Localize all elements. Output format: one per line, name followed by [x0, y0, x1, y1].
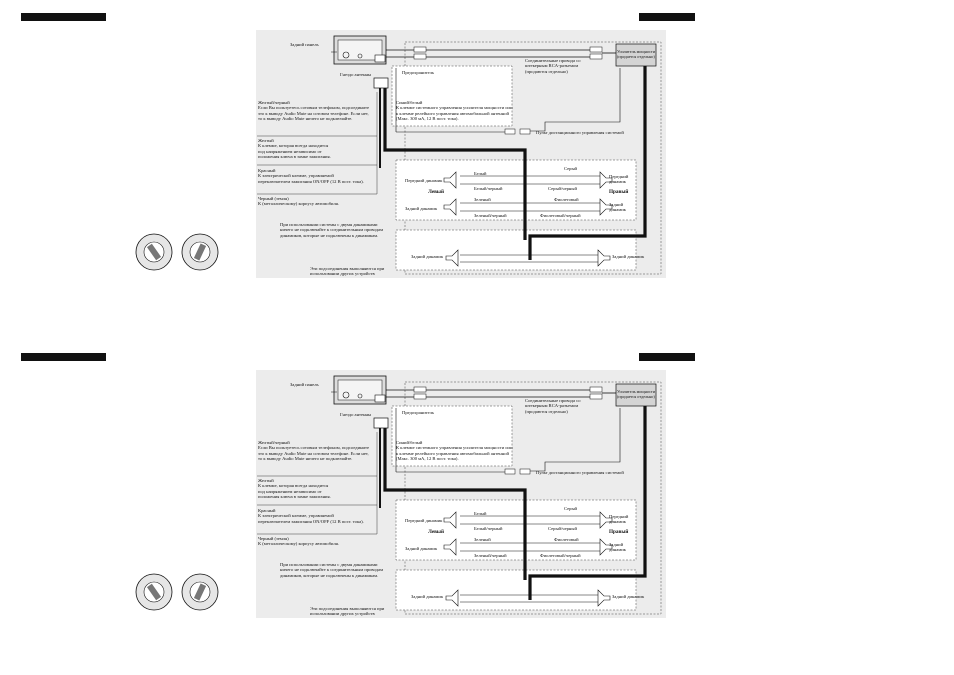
blue-white-label: Синий/белый К клемме системного управления усилителя мощности или к клемме релейного управления автомобильной антенной (Макс. 300 мА, 12 В пост. тока).: [396, 440, 513, 462]
violet-wire-label: Фиолетовый: [554, 197, 579, 202]
rca-cables-label: Соединительные провода со штекерным RCA-разъемом (продаются отдельно): [525, 398, 581, 414]
blue-white-label: Синий/белый К клемме системного управления усилителя мощности или к клемме релейного управления автомобильной антенной (Макс. 300 мА, 12 В пост. тока).: [396, 100, 513, 122]
gray-black-wire-label: Серый/черный: [548, 186, 577, 191]
green-wire-label: Зеленый: [474, 537, 491, 542]
antenna-jack-label: Гнездо антенны: [340, 412, 372, 417]
yellow-label: Желтый К клемме, которая всегда находится под напряжением независимо от положения ключа в замке зажигания.: [258, 478, 331, 500]
sub-left-label: Задний динамик: [411, 594, 444, 599]
front-speaker-left-label: Передний динамик: [405, 518, 443, 523]
left-channel-label: Левый: [428, 529, 444, 535]
rear-speaker-right-label: Задний динамик: [609, 202, 626, 213]
yellow-black-label: Желтый/черный Если Вы пользуетесь сотовым телефоном, подсоедините это к выводу Audio Mute на сотовом телефоне. Если нет, то к выводу Audio Mute ничего не подключайте.: [258, 440, 370, 462]
sub-right-label: Задний динамик: [612, 594, 645, 599]
wiring-diagram: [0, 0, 954, 330]
fuse-label: Предохранитель: [402, 70, 435, 75]
green-black-wire-label: Зеленый/черный: [474, 213, 507, 218]
white-black-wire-label: Белый/черный: [474, 526, 503, 531]
black-label: Черный (земля) К (металлическому) корпусу автомобиля.: [258, 536, 340, 547]
rear-speaker-left-label: Задний динамик: [405, 206, 438, 211]
ignition-key-icon: [134, 232, 174, 272]
rear-speaker-left-label: Задний динамик: [405, 546, 438, 551]
white-black-wire-label: Белый/черный: [474, 186, 503, 191]
sub-left-label: Задний динамик: [411, 254, 444, 259]
ignition-key-acc-icon: [180, 572, 220, 612]
right-channel-label: Правый: [609, 189, 629, 195]
red-label: Красный К электрической клемме, управляемой переключателем зажигания ON/OFF (12 В пост. тока).: [258, 168, 364, 184]
left-channel-label: Левый: [428, 189, 444, 195]
two-speaker-note: При использовании системы с двумя динамиками ничего не подключайте к соединительным проводам динамиков, которые не подключены к динамикам.: [280, 222, 384, 238]
wiring-panel-top: [0, 0, 954, 330]
head-unit-icon: [331, 36, 386, 64]
front-speaker-right-label: Передний динамик: [609, 514, 629, 525]
rear-panel-label: Задний панель: [290, 382, 319, 387]
green-wire-label: Зеленый: [474, 197, 491, 202]
rca-cables-label: Соединительные провода со штекерным RCA-разъемом (продаются отдельно): [525, 58, 581, 74]
remote-label: Пульт дистанционного управления системой: [536, 470, 624, 475]
ignition-key-acc-icon: [180, 232, 220, 272]
antenna-jack-label: Гнездо антенны: [340, 72, 372, 77]
wiring-diagram: [0, 340, 954, 670]
red-label: Красный К электрической клемме, управляемой переключателем зажигания ON/OFF (12 В пост. тока).: [258, 508, 364, 524]
yellow-black-label: Желтый/черный Если Вы пользуетесь сотовым телефоном, подсоедините это к выводу Audio Mute на сотовом телефоне. Если нет, то к выводу Audio Mute ничего не подключайте.: [258, 100, 370, 122]
green-black-wire-label: Зеленый/черный: [474, 553, 507, 558]
bottom-note: Эти подсоединения выполняются при использовании других устройств: [310, 266, 385, 277]
front-speaker-right-label: Передний динамик: [609, 174, 629, 185]
gray-wire-label: Серый: [564, 506, 578, 511]
gray-wire-label: Серый: [564, 166, 578, 171]
white-wire-label: Белый: [474, 171, 487, 176]
black-label: Черный (земля) К (металлическому) корпусу автомобиля.: [258, 196, 340, 207]
remote-label: Пульт дистанционного управления системой: [536, 130, 624, 135]
fuse-label: Предохранитель: [402, 410, 435, 415]
power-amp-label: Усилитель мощности (продается отдельно): [617, 389, 655, 399]
right-channel-label: Правый: [609, 529, 629, 535]
white-wire-label: Белый: [474, 511, 487, 516]
two-speaker-note: При использовании системы с двумя динамиками ничего не подключайте к соединительным проводам динамиков, которые не подключены к динамикам.: [280, 562, 384, 578]
yellow-label: Желтый К клемме, которая всегда находится под напряжением независимо от положения ключа в замке зажигания.: [258, 138, 331, 160]
power-amp-label: Усилитель мощности (продается отдельно): [617, 49, 655, 59]
front-speaker-left-label: Передний динамик: [405, 178, 443, 183]
wiring-panel-bottom: [0, 340, 954, 670]
gray-black-wire-label: Серый/черный: [548, 526, 577, 531]
sub-right-label: Задний динамик: [612, 254, 645, 259]
ignition-key-icon: [134, 572, 174, 612]
head-unit-icon: [331, 376, 386, 404]
violet-black-wire-label: Фиолетовый/черный: [540, 213, 581, 218]
rear-panel-label: Задний панель: [290, 42, 319, 47]
violet-black-wire-label: Фиолетовый/черный: [540, 553, 581, 558]
bottom-note: Эти подсоединения выполняются при использовании других устройств: [310, 606, 385, 617]
rear-speaker-right-label: Задний динамик: [609, 542, 626, 553]
violet-wire-label: Фиолетовый: [554, 537, 579, 542]
